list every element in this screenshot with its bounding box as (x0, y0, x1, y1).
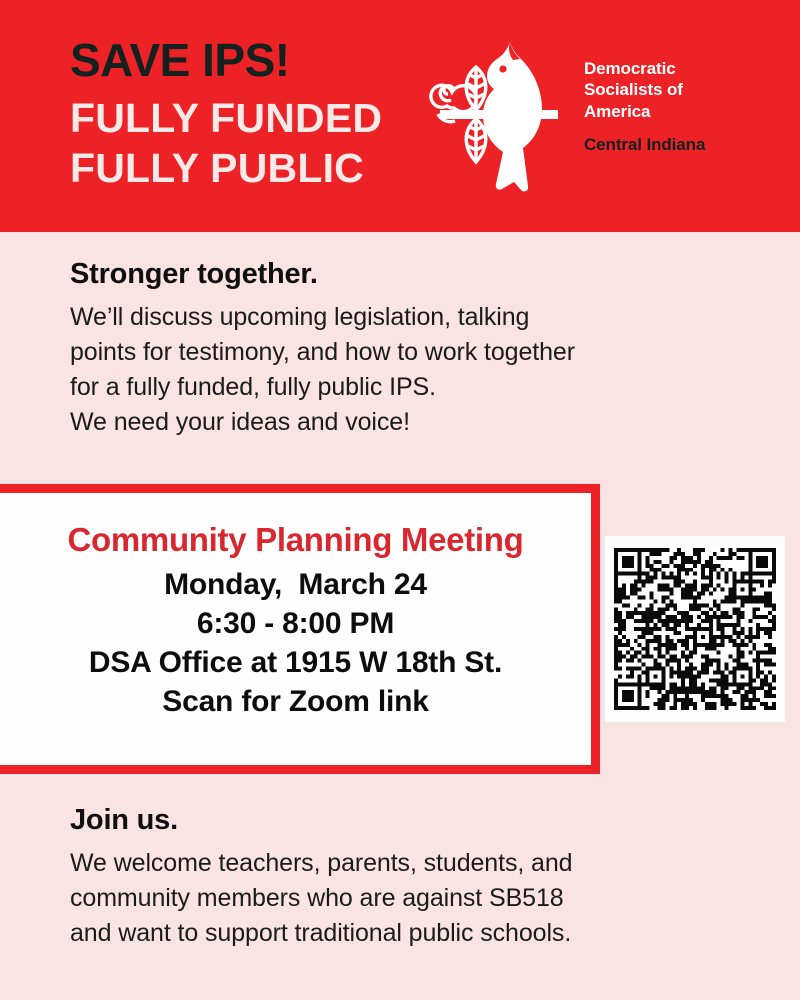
qr-code-panel[interactable] (605, 536, 785, 722)
zoom-link-qr-code-icon[interactable] (614, 548, 776, 710)
dsa-rose-cardinal-icon (424, 36, 574, 196)
meeting-location: DSA Office at 1915 W 18th St. (88, 646, 503, 679)
intro-line-3: for a fully funded, fully public IPS. (70, 373, 436, 401)
intro-heading: Stronger together. (70, 258, 318, 290)
intro-line-4: We need your ideas and voice! (70, 408, 410, 436)
headline-fully-public: FULLY PUBLIC (70, 144, 364, 191)
meeting-details-card (0, 484, 600, 774)
meeting-date: Monday, March 24 (164, 568, 427, 601)
intro-line-1: We’ll discuss upcoming legislation, talking (70, 303, 530, 331)
intro-line-2: points for testimony, and how to work together (70, 338, 575, 366)
dsa-org-line-1: Democratic (584, 59, 676, 78)
meeting-title: Community Planning Meeting (67, 521, 524, 558)
header-banner (0, 0, 800, 232)
join-paragraph (70, 846, 770, 951)
join-heading: Join us. (70, 804, 178, 836)
dsa-org-line-3: America (584, 101, 651, 121)
headline-save-ips: SAVE IPS! (70, 34, 290, 86)
meeting-scan-instruction: Scan for Zoom link (162, 685, 429, 718)
join-line-1: We welcome teachers, parents, students, and (70, 849, 573, 877)
join-section (70, 804, 770, 951)
dsa-logo (424, 36, 754, 196)
dsa-wordmark (584, 36, 705, 155)
join-line-3: and want to support traditional public schools. (70, 919, 572, 947)
join-line-2: community members who are against SB518 (70, 884, 564, 912)
banner-headline-group (70, 36, 430, 193)
intro-section (70, 258, 760, 440)
headline-fully-funded: FULLY FUNDED (70, 94, 383, 141)
meeting-time: 6:30 - 8:00 PM (196, 607, 395, 640)
intro-paragraph (70, 300, 760, 440)
dsa-chapter-name: Central Indiana (584, 134, 706, 154)
dsa-org-line-2: Socialists of (584, 80, 683, 100)
meeting-card-body (0, 493, 591, 765)
